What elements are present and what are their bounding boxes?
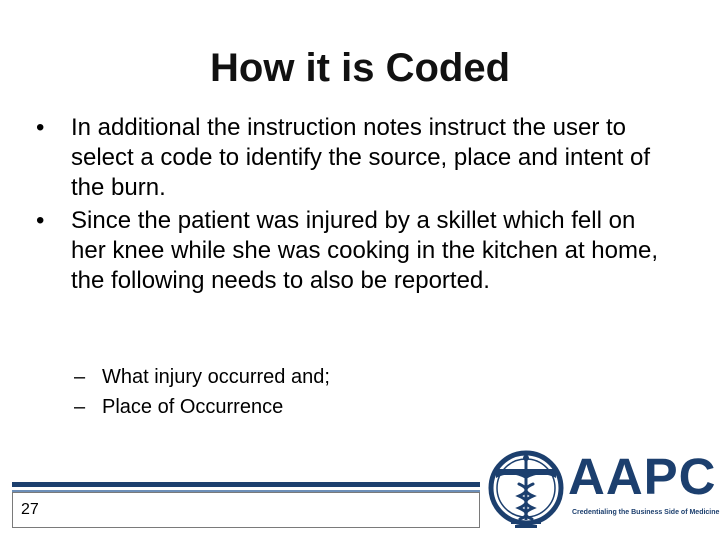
- bullet-list: [36, 113, 676, 296]
- footer-divider: [12, 482, 480, 487]
- sub-bullet-text: What injury occurred and;: [102, 366, 330, 388]
- sub-bullet-item: [74, 392, 634, 422]
- sub-bullet-item: [74, 362, 634, 392]
- page-number-box: [12, 492, 480, 528]
- bullet-text: Since the patient was injured by a skillet which fell on her knee while she was cooking in the kitchen at home, the following needs to also be reported.: [71, 207, 659, 294]
- sub-bullet-list: [74, 362, 634, 422]
- aapc-logo: [486, 444, 720, 530]
- slide-title: How it is Coded: [210, 46, 510, 90]
- sub-bullet-text: Place of Occurrence: [102, 396, 284, 418]
- sub-bullet-marker: –: [74, 396, 86, 418]
- caduceus-icon: [486, 444, 568, 530]
- logo-tagline: Credentialing the Business Side of Medicine: [572, 509, 720, 516]
- logo-wordmark: AAPC: [568, 448, 717, 505]
- page-number: 27: [21, 501, 39, 518]
- bullet-text: In additional the instruction notes instruct the user to select a code to identify the source, place and intent of the burn.: [71, 114, 651, 201]
- bullet-item: [36, 206, 676, 296]
- sub-bullet-marker: –: [74, 366, 86, 388]
- bullet-marker: •: [36, 114, 45, 141]
- bullet-item: [36, 113, 676, 203]
- bullet-marker: •: [36, 207, 45, 234]
